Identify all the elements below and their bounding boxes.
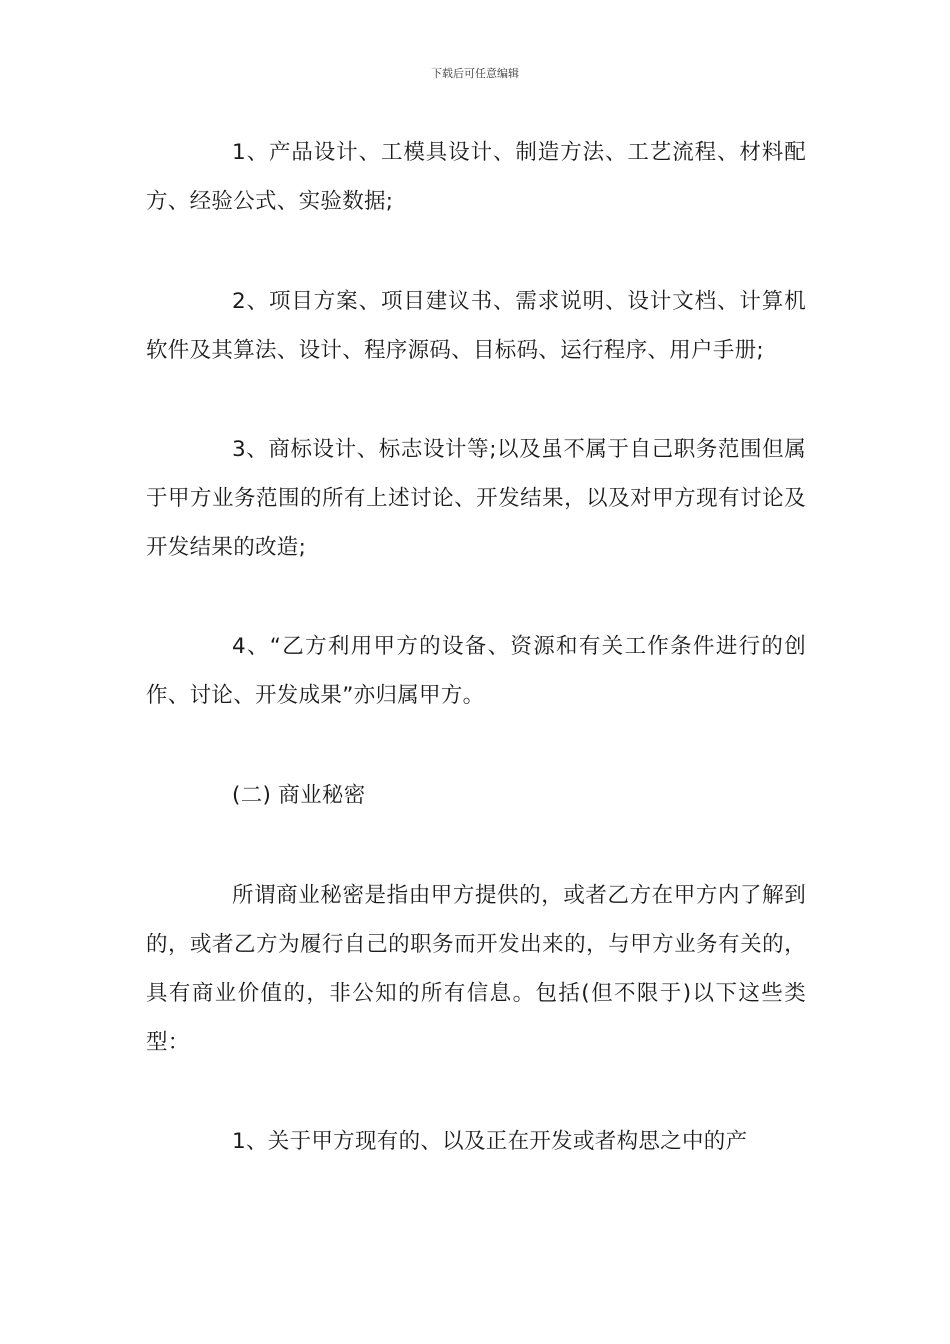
paragraph-gap [146,572,806,622]
paragraph-item-3: 3、商标设计、标志设计等;以及虽不属于自己职务范围但属于甲方业务范围的所有上述讨论、开发结果，以及对甲方现有讨论及开发结果的改造; [146,437,806,560]
paragraph-item-1: 1、产品设计、工模具设计、制造方法、工艺流程、材料配方、经验公式、实验数据; [146,140,806,214]
page-header-note: 下载后可任意编辑 [431,67,519,80]
paragraph-gap [146,720,806,771]
paragraph-gap [146,820,806,871]
paragraph-item-2: 2、项目方案、项目建议书、需求说明、设计文档、计算机软件及其算法、设计、程序源码、目标码、运行程序、用户手册; [146,289,806,363]
paragraph-item-4: 4、“乙方利用甲方的设备、资源和有关工作条件进行的创作、讨论、开发成果”亦归属甲方。 [146,634,806,708]
paragraph-item-secret-1: 1、关于甲方现有的、以及正在开发或者构思之中的产 [232,1129,748,1154]
paragraph-gap [146,226,806,277]
section-heading-trade-secret: (二) 商业秘密 [232,783,366,808]
paragraph-gap [146,1067,806,1117]
paragraph-gap [146,375,806,425]
paragraph-trade-secret-definition: 所谓商业秘密是指由甲方提供的，或者乙方在甲方内了解到的，或者乙方为履行自己的职务而开发出来的，与甲方业务有关的，具有商业价值的，非公知的所有信息。包括(但不限于)以下这些类型： [146,883,806,1055]
document-body [146,128,806,1166]
